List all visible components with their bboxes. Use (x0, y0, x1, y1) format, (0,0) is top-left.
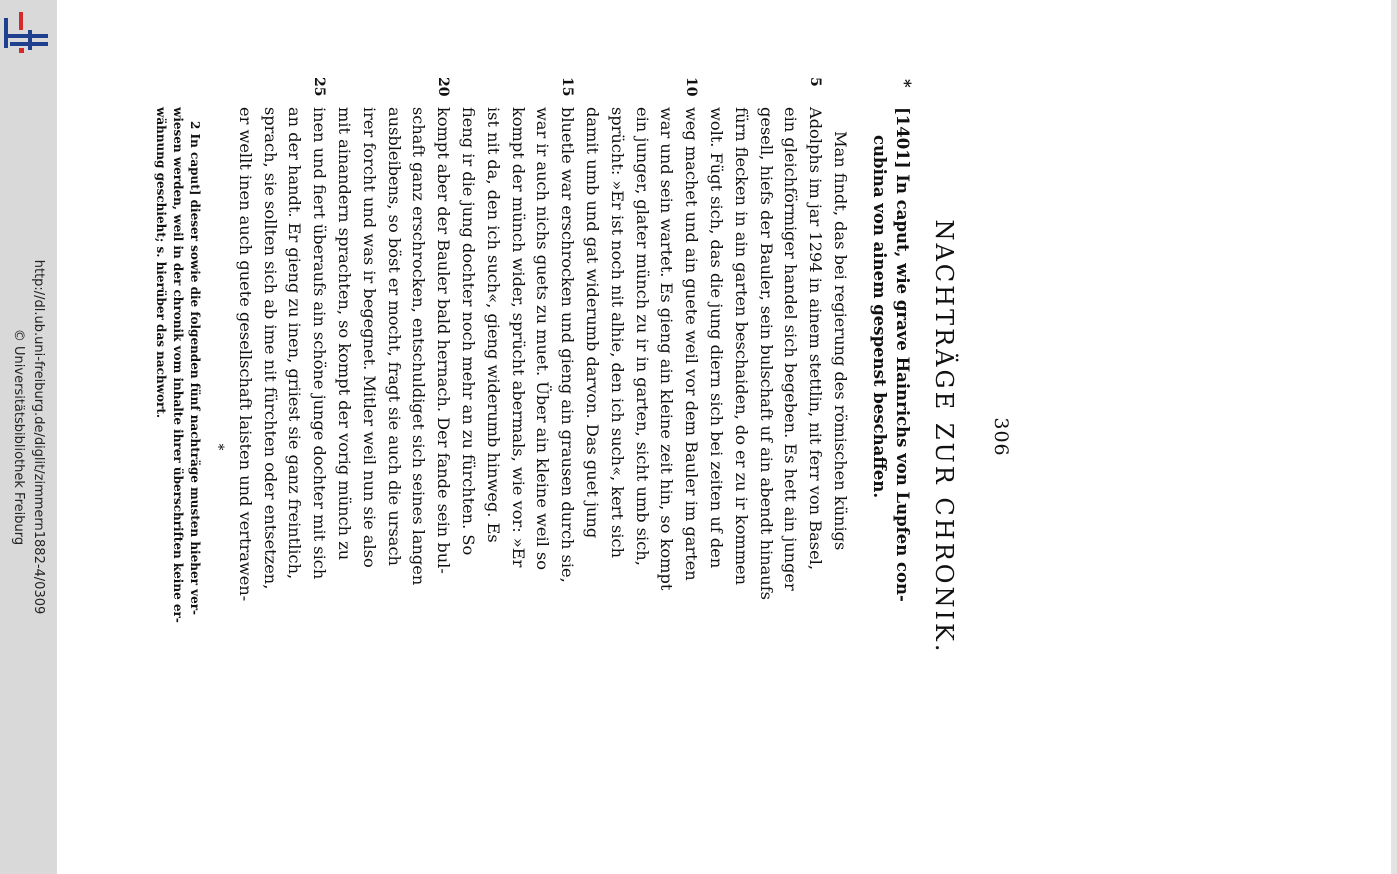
line-text: bluetle war erschrocken und gieng ain grausen durch sie, (558, 107, 578, 583)
line-text: Man findt, das bei regierung des römischen künigs (831, 131, 850, 551)
page-edge (1391, 0, 1397, 874)
text-line (753, 107, 778, 787)
line-number: 15 (559, 77, 576, 97)
text-line (505, 107, 530, 787)
section-separator: * (210, 443, 227, 451)
text-line (530, 107, 555, 787)
university-library-logo-icon[interactable] (2, 12, 48, 54)
text-line (232, 107, 257, 787)
line-text: sprücht: »Er ist noch nit alhie, den ich such«, kert sich (607, 107, 627, 559)
line-text: an der handt. Er gieng zu inen, griiest sie ganz freintlich, (285, 107, 305, 580)
footnote (152, 107, 203, 787)
line-text: fieng ir die jung dochter noch mehr an zu fürchten. So (459, 107, 479, 556)
text-line (703, 107, 728, 787)
text-line (455, 107, 480, 787)
footnote-line: wähnung geschieht; s. hierüber das nachwort. (154, 107, 169, 419)
entry-title-line-1: [1401] In caput, wie grave Hainrichs von Lupfen con- (893, 107, 912, 602)
logo-blue-bar-top (4, 34, 48, 38)
text-line (827, 107, 852, 787)
text-line (381, 107, 406, 787)
text-line (406, 107, 431, 787)
logo-blue-vertical-right (28, 30, 32, 50)
text-line (604, 107, 629, 787)
sidebar (0, 0, 57, 874)
text-line (554, 77, 579, 787)
line-text: Adolphs im jar 1294 in ainem stettlin, nit ferr von Basel, (806, 107, 826, 570)
text-line (778, 107, 803, 787)
line-text: gesell, hiefs der Bauler, sein bulschaft uf ain abendt hinaufs (756, 107, 776, 600)
entry-marker: * (895, 79, 914, 88)
text-line (356, 107, 381, 787)
text-line (282, 107, 307, 787)
text-line (579, 107, 604, 787)
text-line (629, 107, 654, 787)
text-line (480, 107, 505, 787)
scanned-page (154, 47, 1012, 827)
line-text: war ir auch nichs guets zu muet. Über ain kleine weil so (533, 107, 553, 571)
copyright-notice: © Universitätsbibliothek Freiburg (11, 328, 26, 546)
footnote-line: 2 In caput] dieser sowie die folgenden fünf nachträge musten hieher ver- (188, 121, 203, 616)
line-text: mit ainandern sprachten, so kompt der vorig münch zu (335, 107, 355, 561)
text-line (802, 77, 827, 787)
entry-title-line-2: cubina von ainem gespenst beschaffen. (870, 135, 889, 499)
text-line (257, 107, 282, 787)
line-text: ausbleibens, so böst er mocht, fragt sie auch die ursach (384, 107, 404, 566)
line-text: irer forcht und was ir begegnet. Mitler weil nun sie also (359, 107, 379, 568)
text-line (678, 77, 703, 787)
text-lines (232, 77, 852, 787)
logo-red-square (19, 48, 24, 53)
text-line (728, 107, 753, 787)
line-number: 25 (311, 77, 328, 97)
line-text: ein gleichförmiger handel sich begeben. Es hett ain junger (781, 107, 801, 591)
line-text: sprach, sie sollten sich ab ime nit fürchten oder entsetzen, (260, 107, 280, 590)
text-line (331, 107, 356, 787)
line-text: fürn flecken in ain garten beschaiden, do er zu ir kommen (731, 107, 751, 586)
sidebar-caption (8, 260, 48, 615)
line-text: damit umb und gat widerumb darvon. Das guet jung (583, 107, 603, 539)
line-text: inen und fiert überaufs ain schöne junge dochter mit sich (310, 107, 330, 580)
line-text: war und sein wartet. Es gieng ain kleine zeit hin, so kompt (657, 107, 677, 591)
page-heading: NACHTRÄGE ZUR CHRONIK. (930, 219, 958, 655)
text-line (306, 77, 331, 787)
line-text: wolt. Fügt sich, das die jung diern sich bei zeiten uf den (707, 107, 727, 569)
line-text: kompt aber der Bauler bald hernach. Der fande sein bul- (434, 107, 454, 574)
line-text: er wellt inen auch guete gesellschaft laisten und vertrawen- (235, 107, 255, 602)
text-line (654, 107, 679, 787)
logo-red-vertical (19, 12, 23, 30)
text-line (430, 77, 455, 787)
line-text: schaft ganz erschrocken, entschuldiget sich seines langen (409, 107, 429, 586)
line-text: weg machet und ain guete weil vor dem Bauler im garten (682, 107, 702, 581)
page-number: 306 (990, 417, 1012, 457)
body-text (152, 77, 852, 787)
line-text: kompt der münch wider, sprücht abermals, wie vor: »Er (508, 107, 528, 568)
line-number: 20 (435, 77, 452, 97)
line-text: ist nit da, den ich such«, gieng widerumb hinweg. Es (483, 107, 503, 543)
source-url[interactable]: http://dl.ub.uni-freiburg.de/diglit/zimmern1882-4/0309 (31, 259, 46, 615)
line-number: 10 (683, 77, 700, 97)
line-text: ein junger, glater münch zu ir in garten, sicht umb sich, (632, 107, 652, 566)
entry-title (868, 79, 914, 787)
footnote-line: wiesen werden, weil in der chronik vom inhalte ihrer überschriften keine er- (171, 107, 186, 623)
line-number: 5 (807, 77, 824, 87)
logo-blue-vertical-left (4, 18, 8, 48)
